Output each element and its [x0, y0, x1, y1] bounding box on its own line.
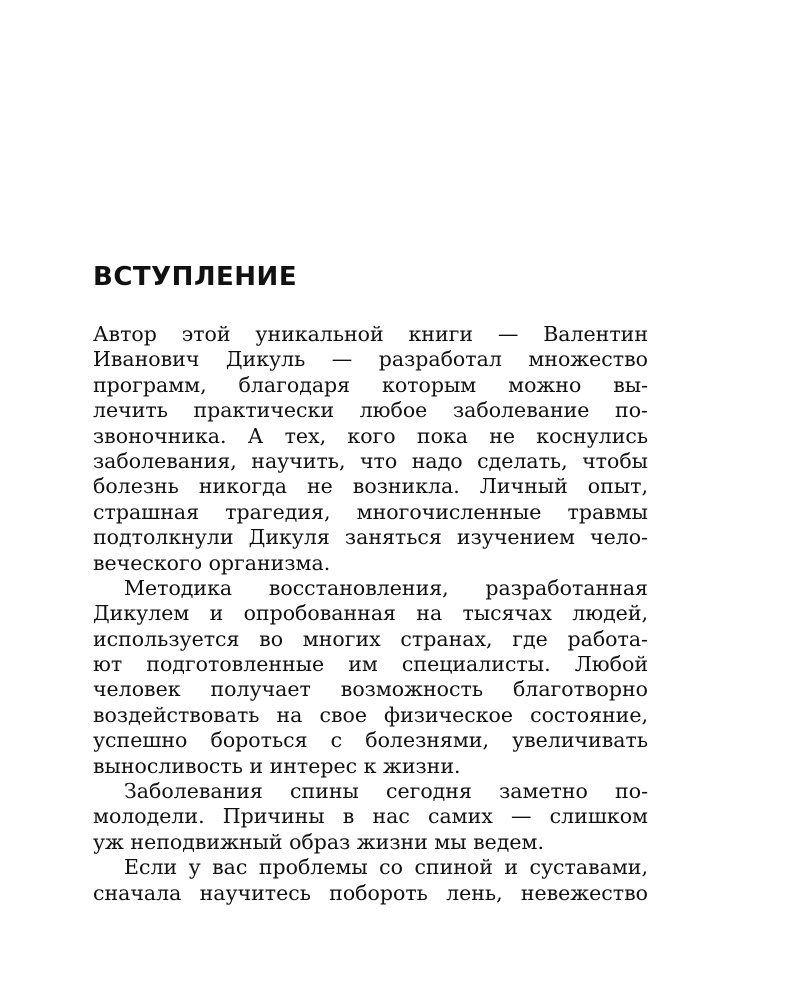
- text-line: молодели. Причины в нас самих — слишком: [93, 804, 648, 829]
- text-line: Методика восстановления, разработанная: [124, 575, 648, 600]
- text-line: Иванович Дикуль — разработал множество: [93, 347, 648, 372]
- text-line: подтолкнули Дикуля заняться изучением чело-: [93, 525, 648, 550]
- text-line: уж неподвижный образ жизни мы ведем.: [93, 829, 545, 854]
- text-line: Автор этой уникальной книги — Валентин: [93, 322, 648, 346]
- text-line: звоночника. А тех, кого пока не коснулись: [93, 423, 648, 448]
- text-line: Дикулем и опробованная на тысячах людей,: [93, 601, 648, 626]
- text-line: человек получает возможность благотворно: [93, 677, 648, 702]
- text-line: воздействовать на свое физическое состояние,: [93, 702, 648, 727]
- text-line: ют подготовленные им специалисты. Любой: [93, 652, 648, 677]
- text-line: веческого организма.: [93, 550, 331, 575]
- chapter-heading: ВСТУПЛЕНИЕ: [93, 262, 298, 292]
- text-line: используется во многих странах, где работа-: [93, 626, 648, 651]
- text-line: лечить практически любое заболевание по-: [93, 398, 648, 423]
- text-line: Если у вас проблемы со спиной и суставами,: [124, 855, 648, 880]
- text-line: выносливость и интерес к жизни.: [93, 753, 461, 778]
- body-text: [93, 322, 648, 906]
- text-line: болезнь никогда не возникла. Личный опыт,: [93, 474, 648, 499]
- text-line: программ, благодаря которым можно вы-: [93, 372, 648, 397]
- text-line: страшная трагедия, многочисленные травмы: [93, 499, 648, 524]
- text-line: успешно бороться с болезнями, увеличивать: [93, 728, 648, 753]
- text-line: сначала научитесь побороть лень, невежество: [93, 880, 648, 905]
- text-line: Заболевания спины сегодня заметно по-: [124, 779, 648, 804]
- text-line: заболевания, научить, что надо сделать, чтобы: [93, 448, 648, 473]
